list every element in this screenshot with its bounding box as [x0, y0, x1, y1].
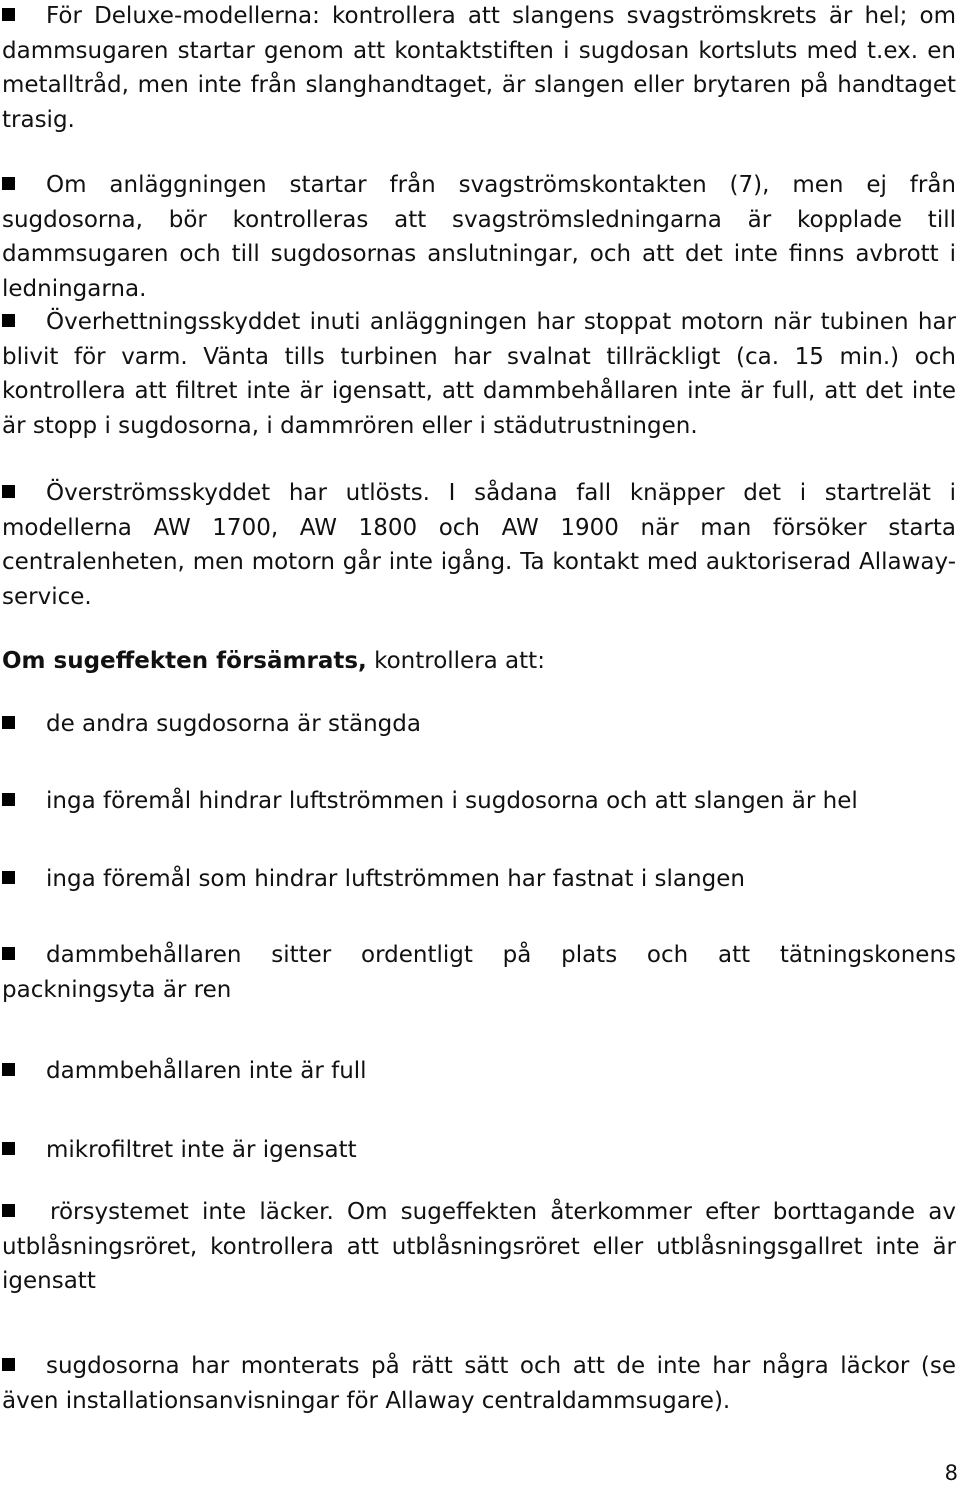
paragraph-text: Om anläggningen startar från svagströmskontakten (7), men ej från sugdosorna, bör kontrolleras att svagströmsledningarna är kopplade till dammsugaren och till sugdosornas anslutningar, och att det inte finns avbrott i ledningarna. — [2, 172, 956, 302]
paragraph-overhettning — [2, 305, 956, 443]
checklist-item-text: rörsystemet inte läcker. Om sugeffekten återkommer efter borttagande av utblåsningsröret, kontrollera att utblåsningsröret eller utblåsningsgallret inte är igensatt — [2, 1199, 956, 1294]
bullet-icon — [2, 1063, 15, 1076]
checklist-item-text: dammbehållaren inte är full — [46, 1058, 367, 1084]
bullet-icon — [2, 485, 15, 498]
paragraph-text: För Deluxe-modellerna: kontrollera att slangens svagströmskrets är hel; om dammsugaren startar genom att kontaktstiften i sugdosan kortsluts med t.ex. en metalltråd, men inte från slanghandtaget, är slangen eller brytaren på handtaget trasig. — [2, 3, 956, 133]
checklist-item — [2, 1054, 956, 1089]
checklist-item — [2, 707, 956, 742]
bullet-icon — [2, 947, 15, 960]
paragraph-deluxe — [2, 0, 956, 137]
checklist-item — [2, 1133, 956, 1168]
paragraph-overstrom — [2, 476, 956, 614]
bullet-icon — [2, 871, 15, 884]
bullet-icon — [2, 177, 15, 190]
checklist-item-text: dammbehållaren sitter ordentligt på plats och att tätningskonens packningsyta är ren — [2, 942, 956, 1003]
checklist-item-text: de andra sugdosorna är stängda — [46, 711, 421, 737]
bullet-icon — [2, 1358, 15, 1371]
heading-bold-text: Om sugeffekten försämrats, — [2, 648, 367, 674]
checklist-item — [2, 938, 956, 1007]
checklist-item-text: inga föremål hindrar luftströmmen i sugdosorna och att slangen är hel — [46, 788, 858, 814]
checklist-item-text: mikrofiltret inte är igensatt — [46, 1137, 357, 1163]
bullet-icon — [2, 1142, 15, 1155]
paragraph-text: Överhettningsskyddet inuti anläggningen har stoppat motorn när tubinen har blivit för varm. Vänta tills turbinen har svalnat tillräckligt (ca. 15 min.) och kontrollera att filtret inte är igensatt, att dammbehållaren inte är full, att det inte är stopp i sugdosorna, i dammrören eller i städutrustningen. — [2, 309, 956, 439]
bullet-icon — [2, 793, 15, 806]
bullet-icon — [2, 314, 15, 327]
checklist-item — [2, 1195, 956, 1299]
checklist-item — [2, 1349, 956, 1418]
heading-rest-text: kontrollera att: — [366, 648, 545, 674]
bullet-icon — [2, 1204, 15, 1217]
page-number: 8 — [944, 1461, 958, 1485]
checklist-item-text: sugdosorna har monterats på rätt sätt och att de inte har några läckor (se även installationsanvisningar för Allaway centraldammsugare). — [2, 1353, 956, 1414]
bullet-icon — [2, 716, 15, 729]
checklist-item-text: inga föremål som hindrar luftströmmen har fastnat i slangen — [46, 866, 745, 892]
bullet-icon — [2, 8, 15, 21]
section-heading — [2, 644, 956, 679]
checklist-item — [2, 862, 956, 897]
paragraph-svagstrom — [2, 168, 956, 306]
checklist-item — [2, 784, 956, 819]
paragraph-text: Överströmsskyddet har utlösts. I sådana fall knäpper det i startrelät i modellerna AW 1700, AW 1800 och AW 1900 när man försöker starta centralenheten, men motorn går inte igång. Ta kontakt med auktoriserad Allaway-service. — [2, 480, 956, 610]
